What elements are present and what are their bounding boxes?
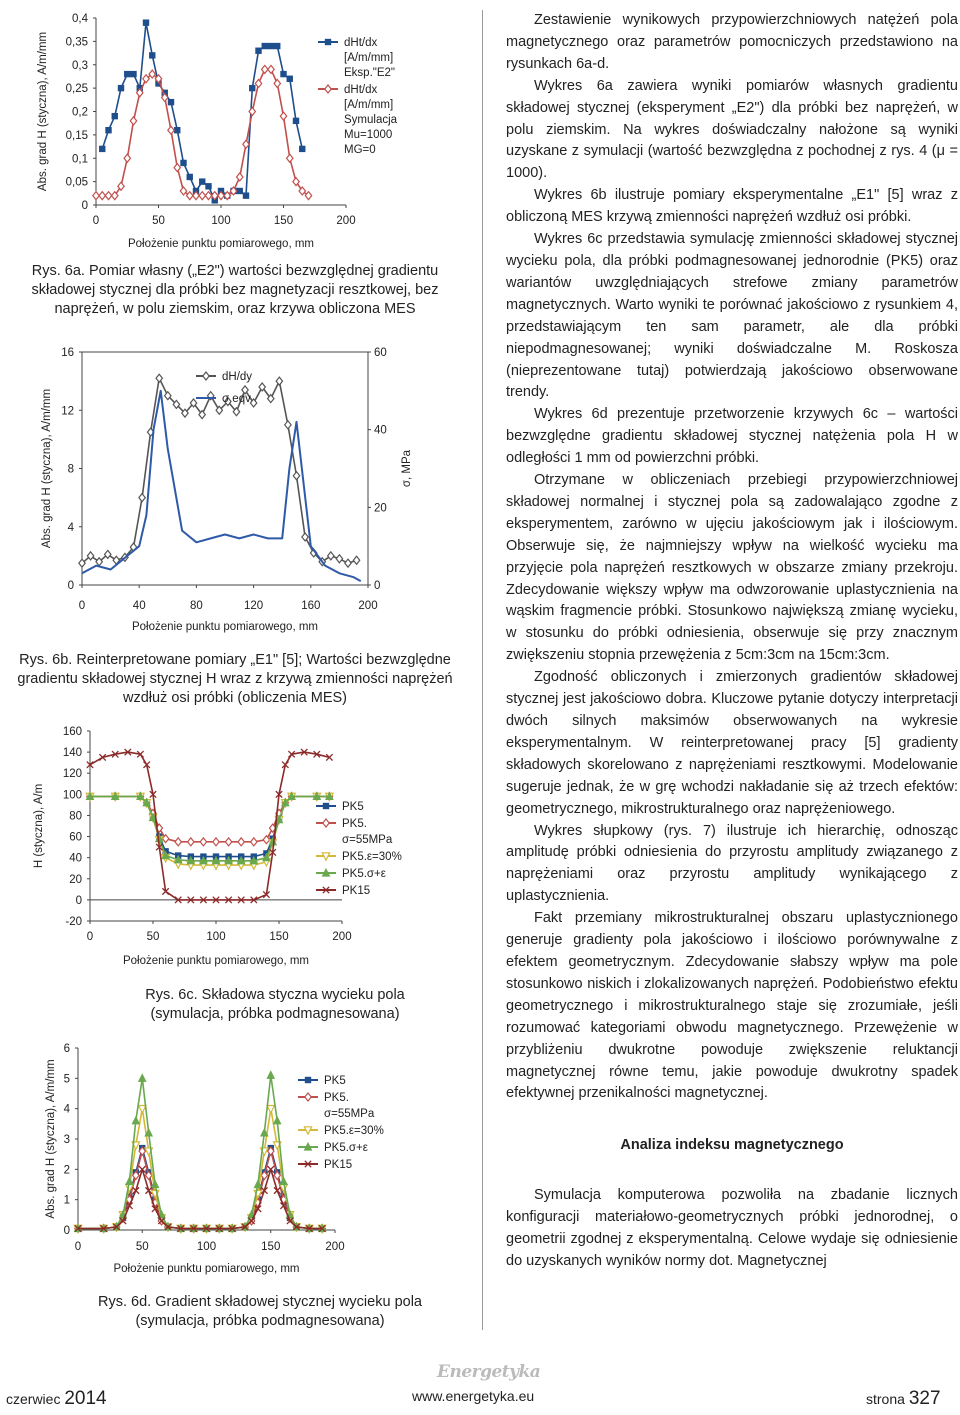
y-tick-label: 4 (63, 1103, 70, 1116)
x-tick-label: 50 (152, 215, 165, 227)
data-point (345, 559, 351, 567)
legend-marker (325, 85, 331, 93)
y2-axis-label: σ, MPa (401, 449, 413, 488)
data-point (132, 1117, 139, 1124)
data-point (268, 65, 274, 73)
x-tick-label: 80 (190, 600, 203, 612)
data-point (99, 146, 105, 152)
y2-tick-label: 0 (374, 580, 381, 592)
data-point (112, 113, 118, 119)
figure-6a-chart (0, 0, 480, 258)
x-axis-label: Położenie punktu pomiarowego, mm (131, 621, 319, 633)
data-point (180, 187, 186, 195)
legend-label: Symulacja (344, 114, 398, 126)
x-tick-label: 120 (244, 600, 264, 612)
data-point (168, 126, 174, 134)
footer-page (866, 1388, 941, 1410)
series-1 (99, 19, 305, 203)
data-point (175, 838, 181, 846)
y-axis-label: Abs. grad H (styczna), A/m/mm (41, 388, 53, 549)
series-line (90, 796, 329, 841)
x-tick-label: 100 (211, 215, 231, 227)
x-tick-label: 160 (301, 600, 321, 612)
x-axis-label: Położenie punktu pomiarowego, mm (127, 238, 315, 250)
x-tick-label: 40 (132, 600, 146, 612)
series-line (96, 69, 309, 195)
data-point (274, 43, 280, 49)
series-5 (75, 1166, 326, 1232)
data-point (262, 65, 268, 73)
data-point (200, 838, 206, 846)
y-tick-label: 8 (67, 463, 74, 476)
data-point (305, 192, 311, 200)
data-point (287, 154, 293, 162)
legend-label: dH/dy (222, 371, 253, 383)
article-text (506, 10, 958, 1273)
legend-marker (325, 39, 331, 45)
series-5 (87, 749, 333, 903)
footer-year: 2014 (64, 1388, 107, 1409)
legend (298, 1075, 384, 1171)
data-point (187, 192, 193, 200)
y-tick-label: 0 (81, 200, 88, 212)
data-point (336, 555, 342, 563)
data-point (126, 1177, 133, 1184)
x-tick-label: 100 (206, 931, 226, 943)
y-tick-label: 0,1 (72, 153, 88, 166)
paragraph: Wykres słupkowy (rys. 7) ilustruje ich hierarchię, odnosząc amplitudę próbki odniesienia do przyrostu amplitudy związanego z naprężeniami oraz przyrostu amplitudy wynikającego z uplastycznienia. (506, 822, 958, 905)
y-tick-label: 4 (67, 521, 74, 534)
y-tick-label: 40 (69, 852, 82, 865)
x-tick-label: 150 (269, 931, 289, 943)
paragraph: Wykres 6a zawiera wyniki pomiarów własnych gradientu składowej stycznej (eksperyment „E2") dla próbki bez naprężeń, w polu ziemskim. Na wykres doświadczalny nałożone są wyniki uzyskane z symulacji (wartość bezwzględna z pochodnej z rys. 4 (μ = 1000). (506, 77, 958, 182)
legend-marker (305, 1077, 311, 1083)
paragraph: Wykres 6d prezentuje przetworzenie krzywych 6c – wartości bezwzględne gradientu składowej stycznej natężenia pola H w odległości 1 mm od powierzchni próbki. (506, 406, 958, 467)
data-point (267, 1105, 274, 1112)
data-point (118, 85, 124, 91)
y2-tick-label: 20 (374, 502, 387, 515)
legend-label: PK5. (342, 818, 367, 830)
series-4 (74, 1071, 326, 1232)
legend-label: PK15 (342, 885, 371, 897)
data-point (274, 79, 280, 87)
legend-label: σ=55MPa (342, 834, 393, 846)
data-point (280, 1177, 287, 1184)
y-tick-label: 0,35 (65, 36, 88, 49)
legend-label: Eksp."E2" (344, 67, 395, 79)
y-tick-label: 2 (63, 1164, 70, 1177)
legend (318, 37, 398, 156)
x-axis-label: Położenie punktu pomiarowego, mm (122, 955, 310, 967)
data-point (99, 192, 105, 200)
data-point (353, 556, 359, 564)
x-tick-label: 50 (135, 1241, 149, 1253)
paragraph: Symulacja komputerowa pozwoliła na zbadanie licznych konfiguracji materiałowo-geometrycznych próbki jednorodnej, o geometrii zgodnej z eksperymentalną. Celowe wydaje się odniesienie do uzyskanych wyników normy dot. Magnetycznej (506, 1187, 958, 1269)
data-point (293, 118, 299, 124)
y-axis-label: Abs. grad H (styczna), A/m/mm (45, 1059, 57, 1219)
data-point (105, 192, 111, 200)
column-divider (482, 10, 483, 1330)
data-point (287, 76, 293, 82)
data-point (124, 71, 130, 77)
legend-label: PK5.ε=30% (342, 851, 402, 863)
y-tick-label: 12 (61, 405, 74, 418)
series-1 (79, 374, 360, 567)
data-point (139, 494, 145, 502)
data-point (299, 146, 305, 152)
y-tick-label: 100 (62, 789, 82, 802)
legend-label: dHt/dx (344, 37, 378, 49)
data-point (174, 127, 180, 133)
y-tick-label: 80 (69, 810, 82, 823)
paragraph: Wykres 6b ilustruje pomiary eksperymentalne „E1" [5] wraz z obliczoną MES krzywą zmienności naprężeń wzdłuż osi próbki. (506, 187, 958, 226)
data-point (280, 112, 286, 120)
figure-6b-caption: Rys. 6b. Reinterpretowane pomiary „E1" [5]; Wartości bezwzględne gradientu składowej stycznej H wraz z krzywą zmienności naprężeń wzdłuż osi próbki (obliczenia MES) (17, 652, 453, 706)
x-tick-label: 150 (273, 215, 294, 227)
series-line (102, 23, 302, 201)
y-tick-label: 60 (69, 831, 82, 844)
data-point (280, 71, 286, 77)
x-tick-label: 200 (336, 215, 356, 227)
legend-marker (203, 372, 209, 380)
x-tick-label: 50 (146, 931, 160, 943)
legend-label: PK5.σ+ε (342, 868, 386, 880)
legend-marker (323, 803, 329, 809)
y-tick-label: 0,3 (72, 59, 88, 72)
figure-6b-chart (0, 338, 480, 640)
y-tick-label: 0,15 (65, 129, 88, 142)
y-tick-label: 120 (62, 768, 82, 781)
data-point (238, 838, 244, 846)
y-tick-label: 1 (63, 1194, 70, 1207)
data-point (143, 19, 149, 25)
x-tick-label: 100 (196, 1241, 217, 1253)
footer-date (6, 1388, 107, 1410)
legend-marker (305, 1093, 311, 1101)
y-tick-label: 0,05 (65, 176, 88, 189)
data-point (130, 117, 136, 125)
x-tick-label: 0 (86, 931, 94, 943)
paragraph: Fakt przemiany mikrostrukturalnej obszaru uplastycznionego generuje gradienty pola jakościowo i ilościowo porównywalne z efektem geometrycznym. Zdecydowanie słabszy wpływ ma pole stosunkowo niskich i zlokalizowanych naprężeń. Podobieństwo efektu geometrycznego i mikrostrukturalnego staje się zrozumiałe, jeśli rozumować kategoriami obwodu magnetycznego. Przewężenie w przybliżeniu dwukrotne powoduje zwiększenie reluktancji magnetycznej równe temu, jakie powoduje dwukrotny spadek efektywnej przenikalności magnetycznej. (506, 910, 958, 1102)
footer-website[interactable]: www.energetyka.eu (412, 1388, 535, 1404)
data-point (188, 838, 194, 846)
y2-tick-label: 60 (374, 347, 387, 359)
x-tick-label: 150 (261, 1241, 281, 1253)
series-line (90, 796, 329, 860)
legend-label: PK5.ε=30% (324, 1125, 384, 1137)
legend-label: PK5 (324, 1075, 346, 1087)
figure-6c-chart (0, 718, 480, 976)
series-line (82, 391, 361, 581)
data-point (174, 164, 180, 172)
data-point (168, 99, 174, 105)
data-point (243, 192, 249, 198)
legend-label: PK5. (324, 1092, 349, 1104)
paragraph: Wykres 6c przedstawia symulację zmienności składowej stycznej wycieku pola, dla próbki podmagnesowanej jednorodnie (PK5) oraz wariantów uwzględniających strefowe zmiany parametrów magnetycznych. Warto wyniki te porównać jakościowo z rysunkiem 4, przedstawiającym ten sam parametr, ale dla próbki niepodmagnesowanej; wyniki doświadczalne M. Roskosza (nieprezentowane tutaj) potwierdzają jakościowo obserwowane trendy. (506, 231, 958, 401)
x-tick-label: 0 (78, 600, 86, 612)
data-point (267, 1071, 274, 1078)
data-point (249, 85, 255, 91)
series-line (90, 796, 329, 856)
legend-label: σ=55MPa (324, 1108, 375, 1120)
y-tick-label: 160 (62, 726, 82, 738)
series-2 (82, 391, 361, 581)
data-point (328, 552, 334, 560)
x-tick-label: 0 (92, 215, 100, 227)
data-point (180, 160, 186, 166)
x-axis-label: Położenie punktu pomiarowego, mm (113, 1263, 300, 1275)
legend-label: MG=0 (344, 144, 376, 156)
series-1 (87, 793, 333, 860)
footer-page-label: strona (866, 1391, 905, 1407)
data-point (124, 154, 130, 162)
data-point (213, 838, 219, 846)
legend-label: [A/m/mm] (344, 99, 394, 111)
y-tick-label: 140 (62, 747, 82, 760)
section-heading: Analiza indeksu magnetycznego (620, 1137, 844, 1154)
x-tick-label: 200 (325, 1241, 345, 1253)
y-tick-label: 0,25 (65, 83, 88, 96)
legend-label: PK15 (324, 1159, 353, 1171)
x-tick-label: 200 (358, 600, 378, 612)
data-point (205, 183, 211, 189)
legend-label: PK5.σ+ε (324, 1142, 368, 1154)
y-tick-label: 0 (67, 580, 74, 592)
series-4 (86, 792, 333, 864)
data-point (130, 71, 136, 77)
y2-tick-label: 40 (374, 424, 387, 437)
y-tick-label: 5 (63, 1073, 70, 1086)
legend-label: [A/m/mm] (344, 52, 394, 64)
series-line (90, 752, 329, 900)
paragraph: Otrzymane w obliczeniach przebiegi przypowierzchniowej składowej normalnej i stycznej pola są zadowalająco zgodne z eksperymentem, zarówno w ujęciu jakościowym jak i ilościowym. Obserwuje się, że najmniejszy wpływ na wielkość wycieku ma przyjęcie pola naprężeń resztkowych w obszarze zmiany przekroju. Zdecydowanie większy wpływ ma odwzorowanie uplastycznienia na wąskim fragmencie próbki. Stosunkowo największą zmianę wycieku, w stosunku do próbki odniesienia, obserwuje się przy znacznym zwiększeniu stopnia przewężenia z 5cm:3cm na 15cm:3cm. (506, 472, 958, 664)
data-point (225, 838, 231, 846)
data-point (199, 178, 205, 184)
legend (316, 801, 402, 897)
figure-6c-caption: Rys. 6c. Składowa styczna wycieku pola (symulacja, próbka podmagnesowana) (145, 987, 405, 1022)
data-point (105, 127, 111, 133)
data-point (262, 43, 268, 49)
y-tick-label: 3 (63, 1134, 70, 1146)
series-2 (75, 1147, 326, 1232)
x-tick-label: 0 (74, 1241, 82, 1253)
y-axis-label: H (styczna), A/m (33, 783, 45, 869)
legend-marker (323, 819, 329, 827)
data-point (237, 188, 243, 194)
y-tick-label: 6 (63, 1043, 70, 1055)
paragraph: Zestawienie wynikowych przypowierzchniowych natężeń pola magnetycznego oraz parametrów pomocniczych przedstawiono na rysunkach 6a-d. (506, 12, 958, 72)
y-tick-label: 0,4 (72, 13, 88, 25)
y-tick-label: 16 (61, 347, 74, 359)
y-axis-label: Abs. grad H (styczna), A/m/mm (37, 31, 49, 192)
y-tick-label: 0,2 (72, 106, 88, 119)
y-tick-label: 0 (75, 894, 82, 907)
legend-label: Mu=1000 (344, 129, 393, 141)
figure-6d-chart (0, 1030, 480, 1292)
data-point (268, 43, 274, 49)
data-point (93, 192, 99, 200)
series-3 (86, 793, 333, 869)
x-tick-label: 200 (332, 931, 352, 943)
publisher-logo: Energetyka (437, 1362, 541, 1382)
plot-frame (82, 352, 368, 585)
legend-label: dHt/dx (344, 84, 378, 96)
legend-label: PK5 (342, 801, 364, 813)
figure-6d-caption: Rys. 6d. Gradient składowej stycznej wycieku pola (symulacja, próbka podmagnesowana) (98, 1294, 422, 1329)
data-point (255, 79, 261, 87)
figure-6a-caption: Rys. 6a. Pomiar własny („E2") wartości bezwzględnej gradientu składowej stycznej dla próbki bez magnetyzacji resztkowej, bez naprężeń, w polu ziemskim, oraz krzywa obliczona MES (31, 263, 439, 317)
legend-label: σ eqv (222, 393, 251, 405)
data-point (255, 48, 261, 54)
data-point (149, 70, 155, 78)
y-tick-label: -20 (65, 916, 82, 928)
series-line (90, 796, 329, 865)
data-point (293, 472, 299, 480)
data-point (273, 1117, 280, 1124)
data-point (187, 174, 193, 180)
data-point (199, 192, 205, 200)
data-point (149, 52, 155, 58)
data-point (285, 421, 291, 429)
y-tick-label: 20 (69, 873, 82, 886)
footer-page-number: 327 (908, 1388, 941, 1409)
series-2 (87, 792, 333, 845)
data-point (143, 75, 149, 83)
data-point (237, 173, 243, 181)
footer-month: czerwiec (6, 1391, 61, 1407)
y-tick-label: 0 (63, 1225, 70, 1237)
data-point (139, 1074, 146, 1081)
paragraph: Zgodność obliczonych i zmierzonych gradientów składowej stycznej jest jakościowo dobra. Kluczowe pytanie dotyczy interpretacji dwóch silnych maksimów obserwowanych na wykresie eksperymentalnym. W reinterpretowanej pracy [5] gradienty składowych skorelowano z naprężeniami resztkowymi. Modelowanie sugeruje jednak, że w grę wchodzi nakładanie się aż trzech efektów: geometrycznego, mikrostrukturalnego oraz naprężeniowego. (506, 669, 958, 817)
data-point (251, 838, 257, 846)
